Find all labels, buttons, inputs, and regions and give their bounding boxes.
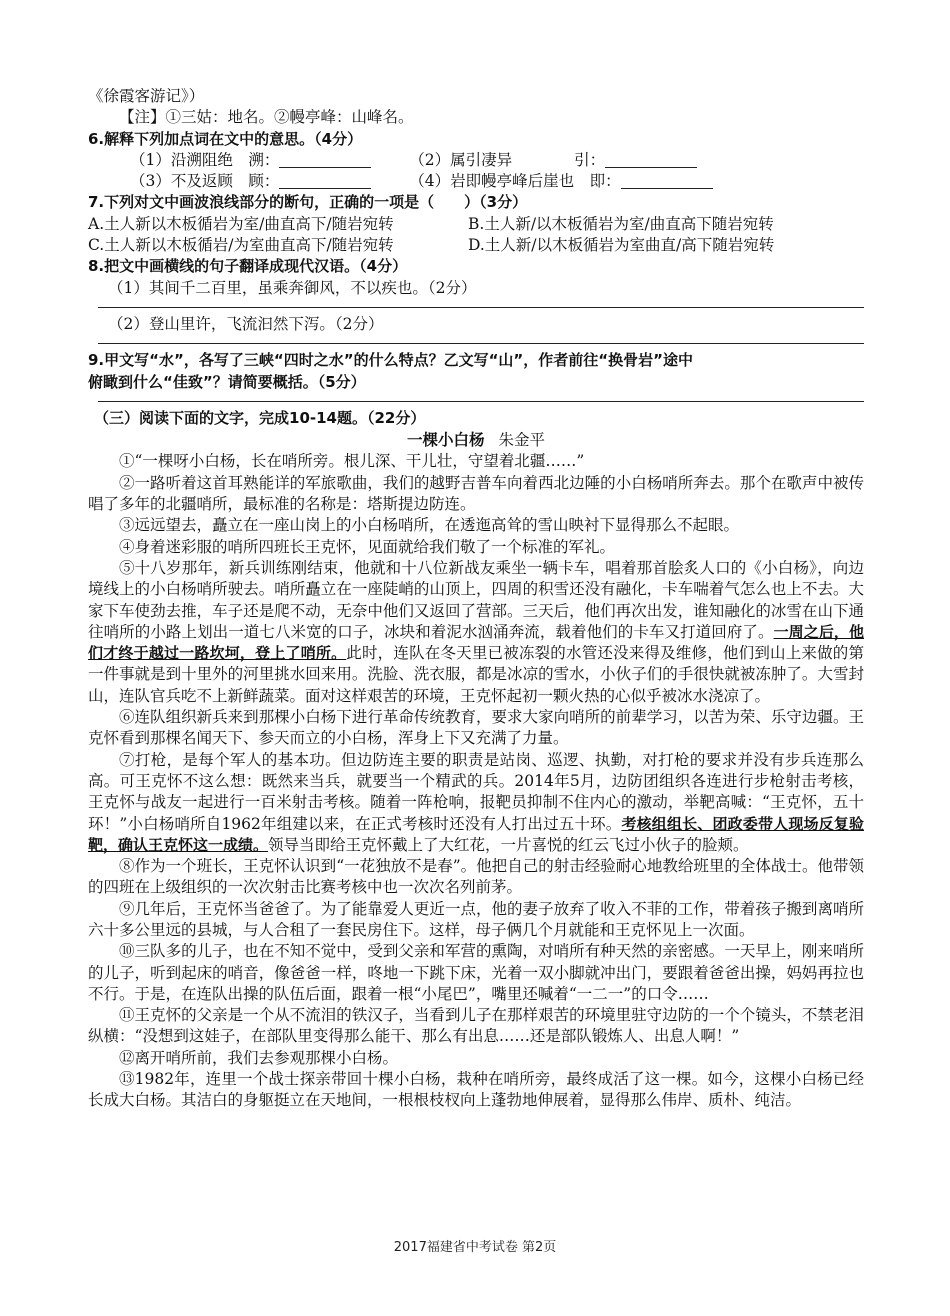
- exam-page: [88, 86, 864, 1112]
- article-title-text: 一棵小白杨: [406, 430, 485, 450]
- answer-line[interactable]: [98, 393, 864, 402]
- paragraph-6: ⑥连队组织新兵来到那棵小白杨下进行革命传统教育，要求大家向哨所的前辈学习，以苦为荣、乐守边疆。王克怀看到那棵名闻天下、参天而立的小白杨，浑身上下又充满了力量。: [88, 708, 864, 748]
- option-b[interactable]: B.土人新/以木板循岩为室/曲直高下随岩宛转: [468, 214, 774, 233]
- underlined-sentence-1: 一周之后，他们才终于越过一路坎坷，登上了哨所。: [88, 622, 864, 663]
- answer-blank[interactable]: [279, 153, 371, 168]
- q6-item-1: （1）沿溯阻绝 溯：: [130, 150, 280, 169]
- question-6-row-2: [88, 171, 864, 192]
- section-3-heading: （三）阅读下面的文字，完成10-14题。（22分）: [94, 408, 426, 427]
- question-6-stem: 6.解释下列加点词在文中的意思。（4分）: [88, 129, 363, 148]
- article-title: [88, 429, 864, 451]
- paragraph-1: ①“一棵呀小白杨，长在哨所旁。根儿深、干儿壮，守望着北疆……”: [119, 452, 585, 471]
- question-7-options-row-2: [88, 235, 864, 256]
- question-9-line-1: 9.甲文写“水”，各写了三峡“四时之水”的什么特点？乙文写“山”，作者前往“换骨岩”途中: [88, 351, 694, 370]
- question-6-row-1: [88, 150, 864, 171]
- paragraph-9: ⑨几年后，王克怀当爸爸了。为了能靠爱人更近一点，他的妻子放弃了收入不菲的工作，带着孩子搬到离哨所六十多公里远的县城，与人合租了一套民房住下。这样，母子俩几个月就能和王克怀见上一次面。: [88, 899, 864, 939]
- paragraph-4: ④身着迷彩服的哨所四班长王克怀，见面就给我们敬了一个标准的军礼。: [119, 537, 616, 556]
- paragraph-7-text-b: 领导当即给王克怀戴上了大红花，一片喜悦的红云飞过小伙子的脸颊。: [268, 835, 749, 854]
- paragraph-8: ⑧作为一个班长，王克怀认识到“一花独放不是春”。他把自己的射击经验耐心地教给班里的全体战士。他带领的四班在上级组织的一次次射击比赛考核中也一次次名列前茅。: [88, 857, 864, 897]
- paragraph-12: ⑫离开哨所前，我们去参观那棵小白杨。: [119, 1048, 399, 1067]
- option-d[interactable]: D.土人新/以木板循岩为室曲直/高下随岩宛转: [468, 236, 775, 255]
- underlined-sentence-2: 考核组组长、团政委带人现场反复验靶，确认王克怀这一成绩。: [88, 814, 864, 854]
- annotation-note: 【注】①三姑：地名。②幔亭峰：山峰名。: [119, 108, 414, 127]
- paragraph-13: ⑬1982年，连里一个战士探亲带回十棵小白杨，栽种在哨所旁，最终成活了这一棵。如今，这棵小白杨已经长成大白杨。其洁白的身躯挺立在天地间，一根根枝杈向上蓬勃地伸展着，显得那么伟岸、质朴、纯洁。: [88, 1070, 864, 1110]
- answer-line[interactable]: [98, 335, 864, 344]
- article-author: 朱金平: [498, 431, 546, 450]
- paragraph-5-text-b: 此时，连队在冬天里已被冻裂的水管还没来得及维修，他们到山上来做的第一件事就是到十里外的河里挑水回来用。洗脸、洗衣服，都是冰凉的雪水，小伙子们的手很快就被冻肿了。大雪封山，连队官兵吃不上新鲜蔬菜。面对这样艰苦的环境，王克怀起初一颗火热的心似乎被冰水浇凉了。: [88, 644, 864, 705]
- answer-line[interactable]: [98, 299, 864, 308]
- question-8-sentence-1: （1）其间千二百里，虽乘奔御风，不以疾也。（2分）: [108, 278, 477, 297]
- paragraph-10: ⑩三队多的儿子，也在不知不觉中，受到父亲和军营的熏陶，对哨所有种天然的亲密感。一天早上，刚来哨所的儿子，听到起床的哨音，像爸爸一样，咚地一下跳下床，光着一双小脚就冲出门，要跟着爸爸出操，妈妈再拉也不行。于是，在连队出操的队伍后面，跟着一根“小尾巴”，嘴里还喊着“一二一”的口令……: [88, 942, 864, 1003]
- q6-item-2: （2）属引凄异 引：: [409, 150, 606, 169]
- paragraph-11: ⑪王克怀的父亲是一个从不流泪的铁汉子，当看到儿子在那样艰苦的环境里驻守边防的一个个镜头，不禁老泪纵横：“没想到这娃子，在部队里变得那么能干、那么有出息……还是部队锻炼人、出息人啊！”: [88, 1006, 864, 1046]
- paragraph-5-text-a: ⑤十八岁那年，新兵训练刚结束，他就和十八位新战友乘坐一辆卡车，唱着那首脍炙人口的《小白杨》，向边境线上的小白杨哨所驶去。哨所矗立在一座陡峭的山顶上，四周的积雪还没有融化，卡车喘着气怎么也上不去。大家下车使劲去推，车子还是爬不动，无奈中他们又返回了营部。三天后，他们再次出发，谁知融化的冰雪在山下通往哨所的小路上划出一道七八米宽的口子，冰块和着泥水汹涌奔流，载着他们的卡车又打道回府了。: [88, 558, 864, 641]
- question-9-line-2: 俯瞰到什么“佳致”？请简要概括。（5分）: [88, 372, 366, 391]
- option-c[interactable]: C.土人新以木板循岩/为室曲直高下/随岩宛转: [88, 236, 394, 255]
- answer-blank[interactable]: [605, 153, 697, 168]
- question-7-options-row-1: [88, 214, 864, 235]
- question-8-sentence-2: （2）登山里许，飞流汩然下泻。（2分）: [108, 314, 384, 333]
- q6-item-3: （3）不及返顾 顾：: [130, 172, 280, 191]
- source-line: 《徐霞客游记》）: [88, 87, 205, 105]
- page-footer: 2017福建省中考试卷 第2页: [393, 1240, 557, 1255]
- answer-blank[interactable]: [621, 174, 713, 189]
- paragraph-5: [88, 558, 864, 707]
- paragraph-3: ③远远望去，矗立在一座山岗上的小白杨哨所，在透迤高耸的雪山映衬下显得那么不起眼。: [119, 516, 740, 535]
- answer-blank[interactable]: [279, 174, 371, 189]
- question-8-stem: 8.把文中画横线的句子翻译成现代汉语。（4分）: [88, 257, 408, 276]
- paragraph-2: ②一路听着这首耳熟能详的军旅歌曲，我们的越野吉普车向着西北边陲的小白杨哨所奔去。那个在歌声中被传唱了多年的北疆哨所，最标准的名称是：塔斯提边防连。: [88, 473, 864, 514]
- paragraph-7: [88, 750, 864, 856]
- paragraph-7-text-a: ⑦打枪，是每个军人的基本功。但边防连主要的职责是站岗、巡逻、执勤，对打枪的要求并没有步兵连那么高。可王克怀不这么想：既然来当兵，就要当一个精武的兵。2014年5月，边防团组织各连进行步枪射击考核，王克怀与战友一起进行一百米射击考核。随着一阵枪响，报靶员抑制不住内心的激动，举靶高喊：“王克怀，五十环！”小白杨哨所自1962年组建以来，在正式考核时还没有人打出过五十环。: [88, 750, 864, 833]
- question-7-stem: 7.下列对文中画波浪线部分的断句，正确的一项是（ ）（3分）: [88, 193, 528, 212]
- q6-item-4: （4）岩即幔亭峰后崖也 即：: [409, 172, 621, 191]
- option-a[interactable]: A.土人新以木板循岩为室/曲直高下/随岩宛转: [88, 214, 394, 233]
